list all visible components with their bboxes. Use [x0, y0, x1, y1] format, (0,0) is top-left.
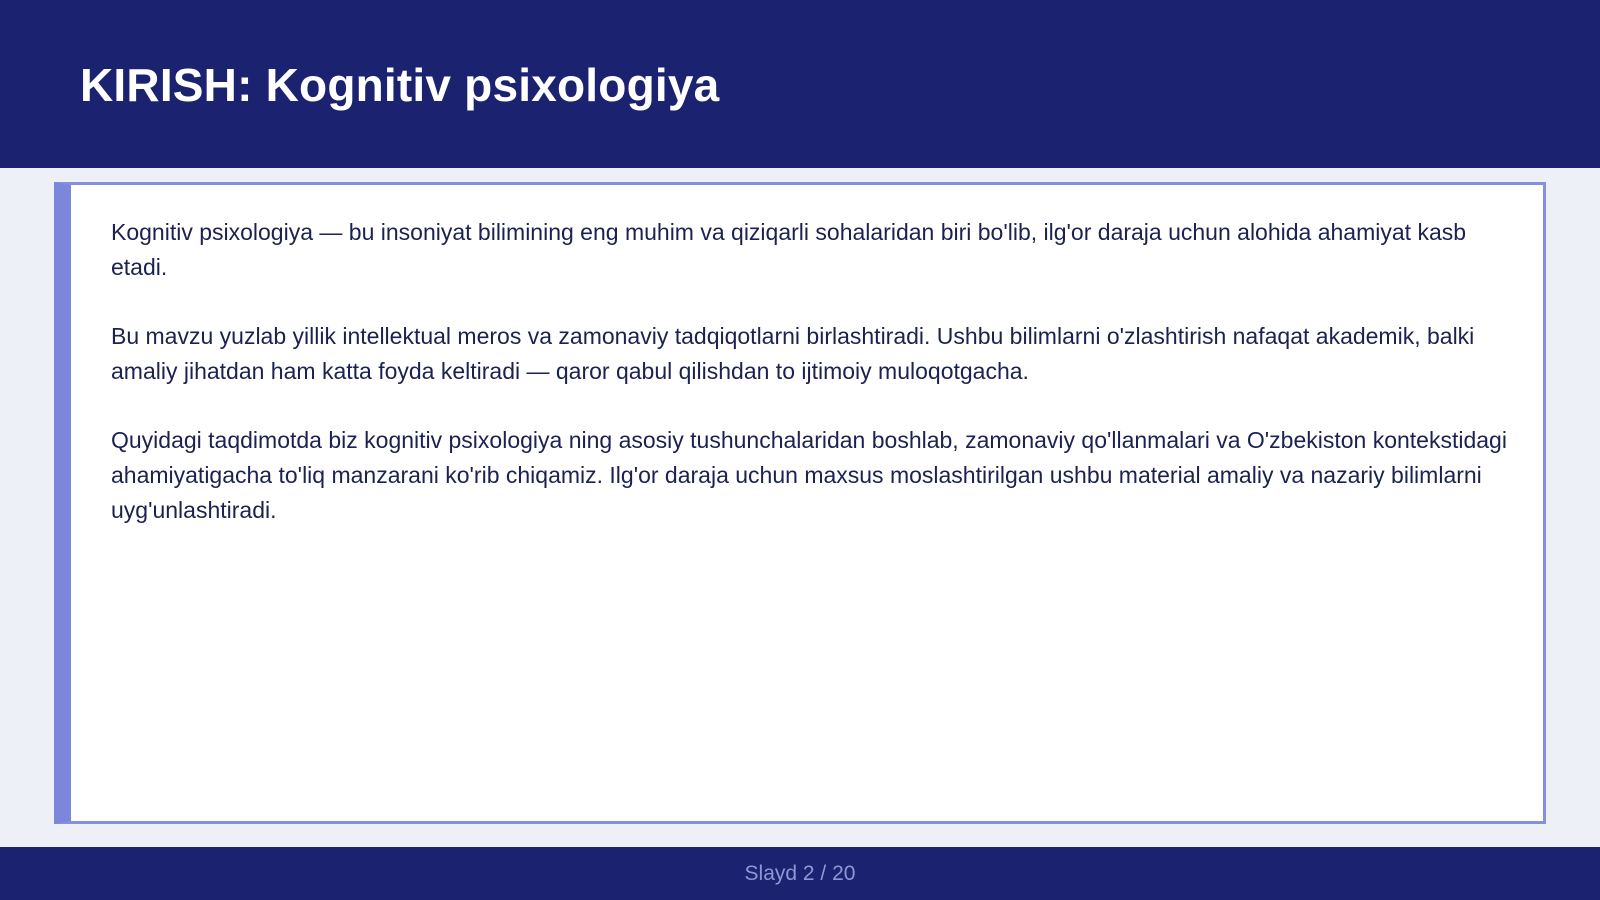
- slide-number: Slayd 2 / 20: [744, 862, 856, 885]
- content-body: [111, 215, 1511, 562]
- slide-footer: [0, 847, 1600, 900]
- paragraph-1: Kognitiv psixologiya — bu insoniyat bilimining eng muhim va qiziqarli sohalaridan biri bo'lib, ilg'or daraja uchun alohida ahamiyat kasb etadi.: [111, 219, 1467, 280]
- content-card: [54, 182, 1546, 824]
- slide-title: KIRISH: Kognitiv psixologiya: [80, 59, 720, 111]
- slide-header: [0, 0, 1600, 168]
- paragraph-3: Quyidagi taqdimotda biz kognitiv psixologiya ning asosiy tushunchalaridan boshlab, zamonaviy qo'llanmalari va O'zbekiston kontekstidagi ahamiyatigacha to'liq manzarani ko'rib chiqamiz. Ilg'or daraja uchun maxsus moslashtirilgan ushbu material amaliy va nazariy bilimlarni uyg'unlashtiradi.: [111, 427, 1507, 523]
- paragraph-2: Bu mavzu yuzlab yillik intellektual meros va zamonaviy tadqiqotlarni birlashtiradi. Ushbu bilimlarni o'zlashtirish nafaqat akademik, balki amaliy jihatdan ham katta foyda keltiradi — qaror qabul qilishdan to ijtimoiy muloqotgacha.: [111, 323, 1475, 384]
